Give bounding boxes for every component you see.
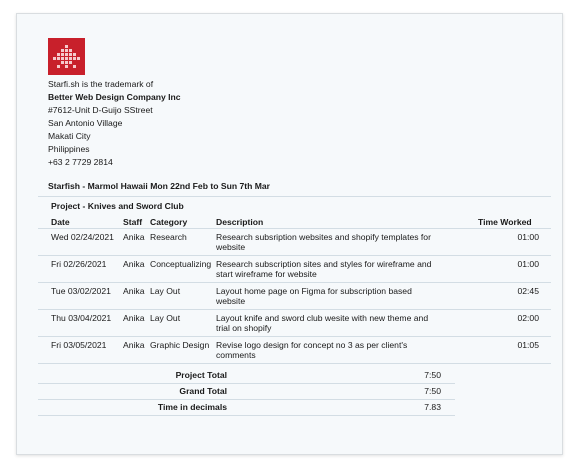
phone-line: +63 2 7729 2814 [48, 157, 113, 167]
column-header-date: Date [38, 214, 123, 229]
column-header-description: Description [216, 214, 438, 229]
cell-date: Tue 03/02/2021 [38, 283, 123, 310]
cell-staff: Anika [123, 310, 150, 337]
table-header-row [38, 214, 551, 229]
cell-description: Research subscription sites and styles for wireframe and start wireframe for website [216, 256, 438, 283]
cell-time-worked: 01:00 [438, 256, 551, 283]
starfish-logo-icon [48, 38, 85, 75]
cell-staff: Anika [123, 256, 150, 283]
cell-category: Lay Out [150, 310, 216, 337]
total-label: Time in decimals [157, 402, 227, 412]
total-label: Project Total [175, 370, 227, 380]
total-row [38, 400, 455, 416]
address-line: San Antonio Village [48, 118, 123, 128]
address-line: Philippines [48, 144, 90, 154]
cell-date: Wed 02/24/2021 [38, 229, 123, 256]
cell-staff: Anika [123, 337, 150, 364]
total-value: 7:50 [424, 370, 441, 380]
column-header-category: Category [150, 214, 216, 229]
cell-description: Layout home page on Figma for subscription based website [216, 283, 438, 310]
company-address-block [48, 78, 181, 169]
total-value: 7:50 [424, 386, 441, 396]
cell-description: Revise logo design for concept no 3 as per client's comments [216, 337, 438, 364]
total-row [38, 368, 455, 384]
cell-date: Thu 03/04/2021 [38, 310, 123, 337]
totals-block [38, 368, 455, 416]
cell-time-worked: 02:45 [438, 283, 551, 310]
cell-date: Fri 02/26/2021 [38, 256, 123, 283]
cell-category: Lay Out [150, 283, 216, 310]
trademark-line: Starfi.sh is the trademark of [48, 79, 154, 89]
cell-date: Fri 03/05/2021 [38, 337, 123, 364]
company-name: Better Web Design Company Inc [48, 92, 181, 102]
column-header-staff: Staff [123, 214, 150, 229]
cell-category: Graphic Design [150, 337, 216, 364]
cell-category: Conceptualizing [150, 256, 216, 283]
invoice-sheet [16, 13, 563, 455]
cell-time-worked: 01:05 [438, 337, 551, 364]
column-header-time-worked: Time Worked [438, 214, 551, 229]
divider [38, 196, 551, 197]
address-line: #7612-Unit D-Guijo SStreet [48, 105, 153, 115]
cell-time-worked: 02:00 [438, 310, 551, 337]
cell-category: Research [150, 229, 216, 256]
cell-description: Layout knife and sword club wesite with new theme and trial on shopify [216, 310, 438, 337]
table-row [38, 229, 551, 256]
cell-time-worked: 01:00 [438, 229, 551, 256]
cell-description: Research subsription websites and shopify templates for website [216, 229, 438, 256]
total-label: Grand Total [179, 386, 227, 396]
table-row [38, 283, 551, 310]
table-row [38, 256, 551, 283]
cell-staff: Anika [123, 229, 150, 256]
total-value: 7.83 [424, 402, 441, 412]
table-row [38, 310, 551, 337]
time-entries-table [38, 214, 551, 364]
report-title: Starfish - Marmol Hawaii Mon 22nd Feb to Sun 7th Mar [48, 181, 271, 191]
address-line: Makati City [48, 131, 91, 141]
total-row [38, 384, 455, 400]
table-row [38, 337, 551, 364]
cell-staff: Anika [123, 283, 150, 310]
project-title: Project - Knives and Sword Club [51, 201, 184, 211]
